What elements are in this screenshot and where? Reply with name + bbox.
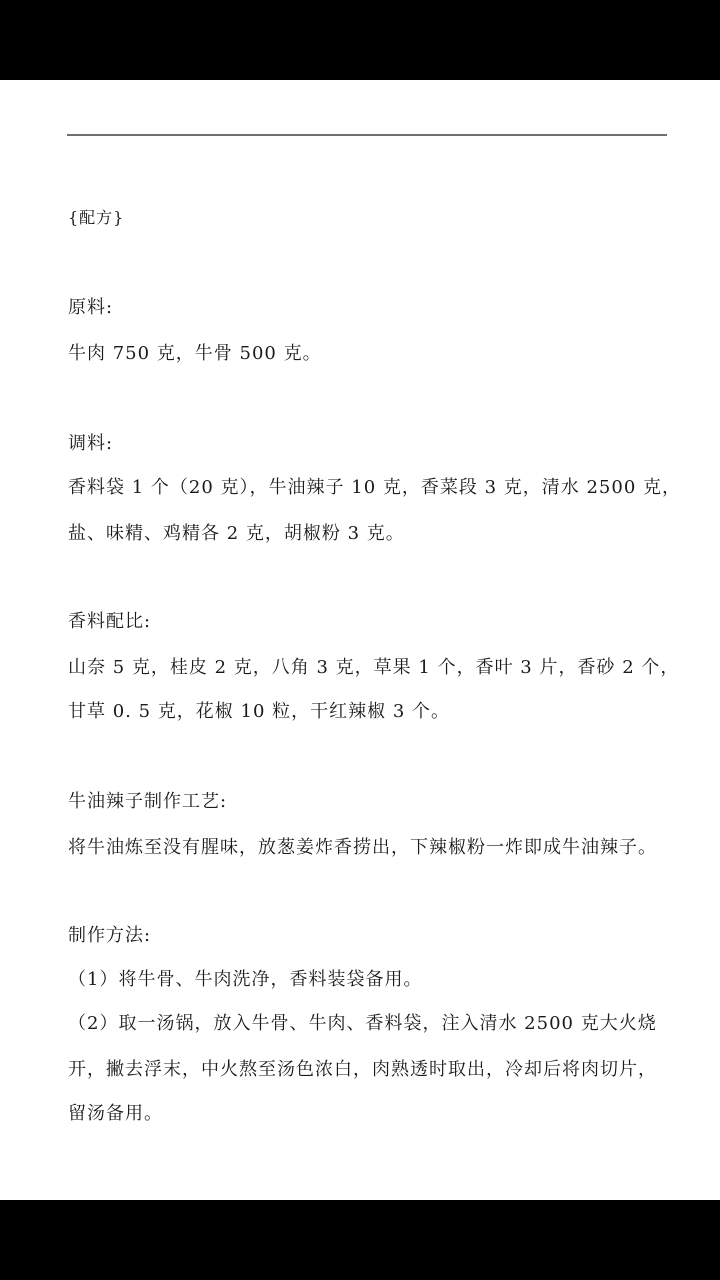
- document-page: [0, 80, 720, 1200]
- chili-oil-heading: 牛油辣子制作工艺:: [68, 791, 228, 812]
- spice-ratio-line-1: 山奈 5 克，桂皮 2 克，八角 3 克，草果 1 个，香叶 3 片，香砂 2 个，: [68, 657, 680, 678]
- method-line-3: 开，撇去浮末，中火熬至汤色浓白，肉熟透时取出，冷却后将肉切片，: [68, 1059, 657, 1080]
- method-line-4: 留汤备用。: [68, 1103, 163, 1124]
- seasonings-line-1: 香料袋 1 个（20 克），牛油辣子 10 克，香菜段 3 克，清水 2500 克，: [68, 477, 682, 498]
- ingredients-text: 牛肉 750 克，牛骨 500 克。: [68, 343, 322, 364]
- method-line-2: （2）取一汤锅，放入牛骨、牛肉、香料袋，注入清水 2500 克大火烧: [68, 1013, 657, 1034]
- method-heading: 制作方法:: [68, 925, 152, 946]
- spice-ratio-line-2: 甘草 0. 5 克，花椒 10 粒，干红辣椒 3 个。: [68, 701, 451, 722]
- chili-oil-text: 将牛油炼至没有腥味，放葱姜炸香捞出，下辣椒粉一炸即成牛油辣子。: [68, 837, 657, 858]
- seasonings-heading: 调料:: [68, 433, 114, 454]
- section-tag: {配方}: [68, 208, 125, 227]
- method-line-1: （1）将牛骨、牛肉洗净，香料装袋备用。: [68, 969, 423, 990]
- spice-ratio-heading: 香料配比:: [68, 611, 152, 632]
- ingredients-heading: 原料:: [68, 297, 114, 318]
- seasonings-line-2: 盐、味精、鸡精各 2 克，胡椒粉 3 克。: [68, 523, 405, 544]
- top-divider: [67, 134, 667, 136]
